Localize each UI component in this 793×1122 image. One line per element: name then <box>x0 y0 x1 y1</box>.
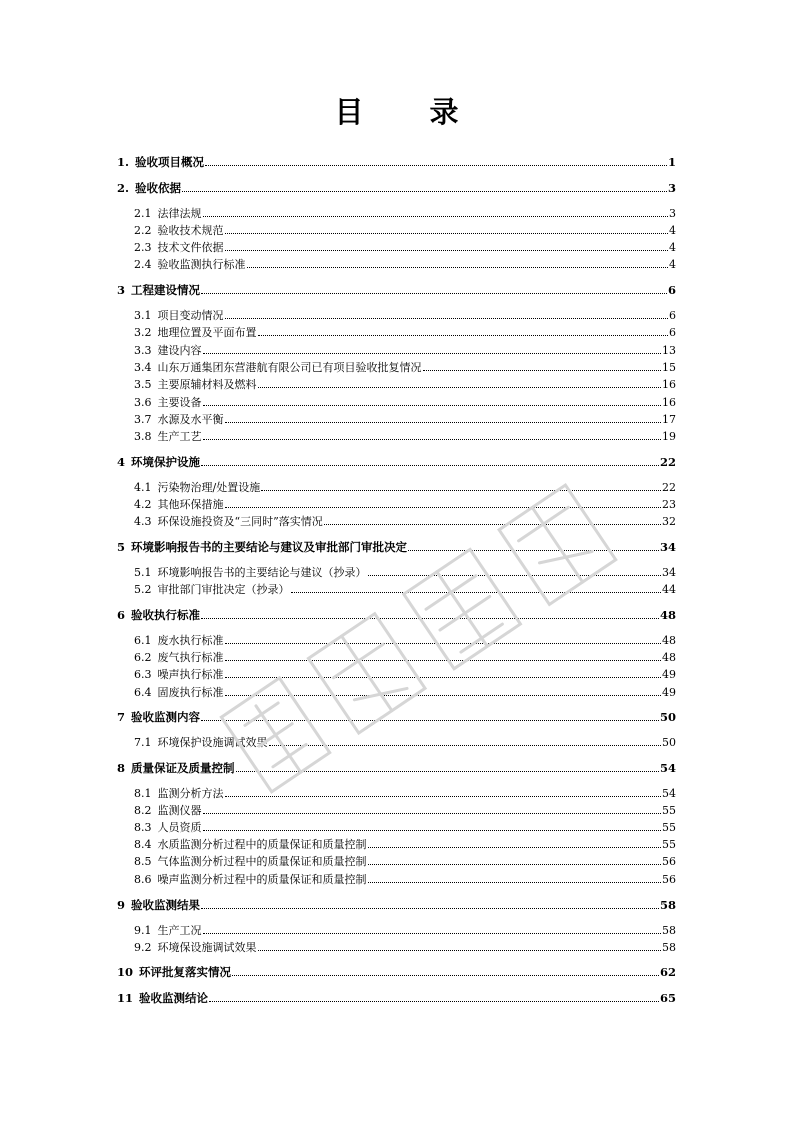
toc-page-number: 56 <box>662 873 676 886</box>
toc-entry-title: 监测仪器 <box>157 804 202 817</box>
toc-section-entry[interactable] <box>117 222 676 236</box>
toc-entry-number: 2.1 <box>134 207 152 220</box>
toc-entry-title: 验收项目概况 <box>135 154 205 169</box>
toc-entry-title: 审批部门审批决定（抄录） <box>157 583 290 596</box>
toc-entry-number: 3.2 <box>134 326 152 339</box>
toc-entry-number: 7.1 <box>134 736 152 749</box>
toc-entry-title: 技术文件依据 <box>157 241 224 254</box>
toc-entry-label <box>134 856 367 867</box>
table-of-contents <box>117 0 676 1122</box>
toc-entry-title: 生产工艺 <box>157 430 202 443</box>
toc-entry-label <box>117 454 201 469</box>
toc-page-number: 4 <box>669 258 676 271</box>
toc-section-entry[interactable] <box>117 564 676 578</box>
toc-entry-label <box>134 397 202 408</box>
toc-entry-title: 废气执行标准 <box>157 651 224 664</box>
toc-dot-leader <box>225 695 662 696</box>
toc-entry-number: 6.2 <box>134 651 152 664</box>
toc-entry-label <box>134 362 422 373</box>
toc-entry-number: 8.6 <box>134 873 152 886</box>
toc-dot-leader <box>368 575 662 576</box>
toc-dot-leader <box>225 677 662 678</box>
toc-dot-leader <box>423 370 662 371</box>
toc-entry-number: 2. <box>117 180 130 195</box>
toc-entry-number: 3.6 <box>134 396 152 409</box>
toc-entry-number: 9 <box>117 897 126 912</box>
toc-entry-number: 6.1 <box>134 634 152 647</box>
toc-dot-leader <box>225 643 662 644</box>
toc-page-number: 3 <box>667 180 676 195</box>
toc-page-number: 58 <box>662 941 676 954</box>
toc-chapter-entry[interactable] <box>117 539 676 553</box>
toc-page-number: 58 <box>662 924 676 937</box>
toc-entry-label <box>134 652 224 663</box>
toc-entry-number: 9.2 <box>134 941 152 954</box>
toc-page-number: 15 <box>662 361 676 374</box>
toc-entry-label <box>134 482 260 493</box>
toc-entry-label <box>134 874 367 885</box>
toc-entry-label <box>134 805 202 816</box>
toc-entry-title: 工程建设情况 <box>131 282 201 297</box>
toc-section-entry[interactable] <box>117 734 676 748</box>
toc-dot-leader <box>261 490 661 491</box>
toc-entry-title: 验收监测内容 <box>131 709 201 724</box>
toc-entry-label <box>134 925 202 936</box>
toc-dot-leader <box>368 864 662 865</box>
toc-chapter-entry[interactable] <box>117 282 676 296</box>
toc-dot-leader <box>182 191 667 192</box>
toc-entry-number: 5.2 <box>134 583 152 596</box>
toc-entry-title: 环境保护设施调试效果 <box>157 736 268 749</box>
toc-page-number: 32 <box>662 515 676 528</box>
toc-page-number: 62 <box>659 964 676 979</box>
toc-page-number: 1 <box>667 154 676 169</box>
toc-entry-title: 废水执行标准 <box>157 634 224 647</box>
toc-entry-title: 噪声执行标准 <box>157 668 224 681</box>
toc-chapter-entry[interactable] <box>117 154 676 168</box>
toc-entry-title: 水质监测分析过程中的质量保证和质量控制 <box>157 838 367 851</box>
toc-entry-title: 验收执行标准 <box>131 607 201 622</box>
toc-entry-title: 监测分析方法 <box>157 787 224 800</box>
toc-entry-number: 3.1 <box>134 309 152 322</box>
toc-entry-label <box>117 897 201 912</box>
toc-section-entry[interactable] <box>117 513 676 527</box>
toc-dot-leader <box>408 550 659 551</box>
toc-section-entry[interactable] <box>117 922 676 936</box>
toc-entry-title: 水源及水平衡 <box>157 413 224 426</box>
toc-entry-title: 法律法规 <box>157 207 202 220</box>
toc-dot-leader <box>203 830 662 831</box>
toc-page-number: 49 <box>662 668 676 681</box>
toc-entry-title: 噪声监测分析过程中的质量保证和质量控制 <box>157 873 367 886</box>
toc-entry-label <box>134 499 224 510</box>
toc-page-number: 49 <box>662 686 676 699</box>
toc-entry-title: 环境保设施调试效果 <box>157 941 257 954</box>
toc-entry-label <box>134 310 224 321</box>
toc-entry-number: 8.4 <box>134 838 152 851</box>
toc-entry-label <box>134 414 224 425</box>
toc-section-entry[interactable] <box>117 428 676 442</box>
toc-entry-title: 环境影响报告书的主要结论与建议及审批部门审批决定 <box>131 539 408 554</box>
toc-chapter-entry[interactable] <box>117 454 676 468</box>
toc-dot-leader <box>201 720 659 721</box>
toc-entry-label <box>134 669 224 680</box>
toc-dot-leader <box>225 233 669 234</box>
toc-entry-label <box>134 431 202 442</box>
toc-section-entry[interactable] <box>117 802 676 816</box>
toc-section-entry[interactable] <box>117 684 676 698</box>
toc-entry-number: 8.2 <box>134 804 152 817</box>
toc-page-number: 13 <box>662 344 676 357</box>
toc-dot-leader <box>258 335 669 336</box>
toc-section-entry[interactable] <box>117 496 676 510</box>
toc-page-number: 48 <box>659 607 676 622</box>
toc-entry-title: 项目变动情况 <box>157 309 224 322</box>
toc-entry-number: 3 <box>117 282 126 297</box>
toc-dot-leader <box>201 293 667 294</box>
toc-page-number: 6 <box>669 326 676 339</box>
toc-section-entry[interactable] <box>117 649 676 663</box>
toc-dot-leader <box>225 507 662 508</box>
toc-dot-leader <box>324 524 661 525</box>
toc-entry-label <box>117 990 209 1005</box>
toc-page-number: 4 <box>669 224 676 237</box>
toc-entry-number: 10 <box>117 964 134 979</box>
toc-dot-leader <box>201 908 659 909</box>
toc-page-number: 50 <box>659 709 676 724</box>
toc-dot-leader <box>258 387 662 388</box>
toc-page-number: 65 <box>659 990 676 1005</box>
toc-entry-number: 6.3 <box>134 668 152 681</box>
toc-section-entry[interactable] <box>117 307 676 321</box>
toc-entry-number: 3.8 <box>134 430 152 443</box>
toc-entry-label <box>117 282 201 297</box>
toc-dot-leader <box>203 216 669 217</box>
toc-dot-leader <box>225 250 669 251</box>
toc-page-number: 48 <box>662 634 676 647</box>
toc-entry-number: 8.3 <box>134 821 152 834</box>
toc-entry-number: 2.4 <box>134 258 152 271</box>
toc-chapter-entry[interactable] <box>117 607 676 621</box>
toc-page-number: 44 <box>662 583 676 596</box>
toc-chapter-entry[interactable] <box>117 709 676 723</box>
toc-entry-title: 验收监测执行标准 <box>157 258 246 271</box>
toc-entry-title: 主要设备 <box>157 396 202 409</box>
toc-entry-title: 山东万通集团东营港航有限公司已有项目验收批复情况 <box>157 361 422 374</box>
toc-entry-number: 1. <box>117 154 130 169</box>
toc-entry-number: 5.1 <box>134 566 152 579</box>
toc-dot-leader <box>269 745 662 746</box>
toc-entry-label <box>134 584 290 595</box>
toc-entry-number: 3.4 <box>134 361 152 374</box>
toc-dot-leader <box>203 405 662 406</box>
toc-entry-number: 4.3 <box>134 515 152 528</box>
toc-page-number: 4 <box>669 241 676 254</box>
toc-entry-label <box>134 259 246 270</box>
toc-section-entry[interactable] <box>117 479 676 493</box>
toc-entry-number: 8 <box>117 760 126 775</box>
toc-entry-title: 其他环保措施 <box>157 498 224 511</box>
toc-dot-leader <box>225 660 662 661</box>
toc-entry-label <box>134 687 224 698</box>
toc-section-entry[interactable] <box>117 324 676 338</box>
toc-page-number: 55 <box>662 804 676 817</box>
toc-page-number: 16 <box>662 396 676 409</box>
toc-entry-label <box>134 839 367 850</box>
toc-page-number: 55 <box>662 821 676 834</box>
toc-entry-title: 人员资质 <box>157 821 202 834</box>
toc-page-number: 34 <box>662 566 676 579</box>
toc-entry-label <box>117 760 235 775</box>
toc-entry-label <box>134 942 257 953</box>
toc-entry-title: 验收监测结论 <box>139 990 209 1005</box>
toc-dot-leader <box>368 882 662 883</box>
toc-dot-leader <box>201 465 659 466</box>
toc-entry-label <box>134 208 202 219</box>
toc-entry-label <box>134 345 202 356</box>
toc-page-number: 22 <box>662 481 676 494</box>
toc-dot-leader <box>225 422 662 423</box>
toc-section-entry[interactable] <box>117 836 676 850</box>
toc-dot-leader <box>258 950 662 951</box>
page-title: 目 录 <box>334 95 487 129</box>
toc-entry-number: 11 <box>117 990 134 1005</box>
toc-dot-leader <box>225 318 669 319</box>
toc-entry-label <box>134 635 224 646</box>
toc-section-entry[interactable] <box>117 666 676 680</box>
toc-entry-title: 质量保证及质量控制 <box>131 760 235 775</box>
toc-entry-label <box>117 154 205 169</box>
toc-page-number: 6 <box>669 309 676 322</box>
toc-dot-leader <box>291 592 662 593</box>
toc-entry-number: 3.7 <box>134 413 152 426</box>
toc-entry-label <box>134 327 257 338</box>
toc-entry-number: 6 <box>117 607 126 622</box>
toc-section-entry[interactable] <box>117 239 676 253</box>
toc-dot-leader <box>209 1001 659 1002</box>
toc-section-entry[interactable] <box>117 785 676 799</box>
toc-chapter-entry[interactable] <box>117 964 676 978</box>
toc-entry-title: 环境影响报告书的主要结论与建议（抄录） <box>157 566 367 579</box>
toc-entry-label <box>117 709 201 724</box>
toc-page-number: 3 <box>669 207 676 220</box>
toc-entry-label <box>134 516 323 527</box>
toc-entry-number: 8.1 <box>134 787 152 800</box>
toc-entry-title: 气体监测分析过程中的质量保证和质量控制 <box>157 855 367 868</box>
toc-section-entry[interactable] <box>117 819 676 833</box>
toc-entry-number: 9.1 <box>134 924 152 937</box>
toc-entry-title: 建设内容 <box>157 344 202 357</box>
toc-entry-title: 生产工况 <box>157 924 202 937</box>
toc-entry-label <box>134 737 268 748</box>
toc-dot-leader <box>203 353 662 354</box>
toc-page-number: 17 <box>662 413 676 426</box>
toc-section-entry[interactable] <box>117 376 676 390</box>
toc-entry-label <box>117 539 408 554</box>
toc-section-entry[interactable] <box>117 342 676 356</box>
toc-entry-number: 7 <box>117 709 126 724</box>
toc-entry-title: 环境保护设施 <box>131 454 201 469</box>
toc-dot-leader <box>232 975 659 976</box>
toc-section-entry[interactable] <box>117 394 676 408</box>
toc-page-number: 50 <box>662 736 676 749</box>
toc-dot-leader <box>225 796 662 797</box>
toc-dot-leader <box>236 771 659 772</box>
toc-page-number: 34 <box>659 539 676 554</box>
toc-dot-leader <box>201 618 659 619</box>
toc-section-entry[interactable] <box>117 205 676 219</box>
toc-entry-title: 验收依据 <box>135 180 182 195</box>
toc-section-entry[interactable] <box>117 853 676 867</box>
toc-dot-leader <box>368 847 662 848</box>
toc-entry-label <box>117 607 201 622</box>
toc-entry-title: 固废执行标准 <box>157 686 224 699</box>
toc-entry-number: 4 <box>117 454 126 469</box>
toc-section-entry[interactable] <box>117 256 676 270</box>
toc-entry-label <box>134 379 257 390</box>
toc-entry-title: 地理位置及平面布置 <box>157 326 257 339</box>
toc-entry-number: 4.1 <box>134 481 152 494</box>
toc-chapter-entry[interactable] <box>117 897 676 911</box>
toc-page-number: 54 <box>662 787 676 800</box>
toc-dot-leader <box>203 813 662 814</box>
toc-page-number: 55 <box>662 838 676 851</box>
toc-entry-title: 污染物治理/处置设施 <box>157 481 261 494</box>
toc-entry-label <box>117 180 182 195</box>
toc-entry-label <box>134 567 367 578</box>
toc-chapter-entry[interactable] <box>117 760 676 774</box>
toc-entry-number: 2.3 <box>134 241 152 254</box>
toc-page-number: 54 <box>659 760 676 775</box>
toc-page-number: 56 <box>662 855 676 868</box>
toc-dot-leader <box>205 165 667 166</box>
toc-entry-title: 环保设施投资及“三同时”落实情况 <box>157 515 323 528</box>
toc-entry-title: 验收监测结果 <box>131 897 201 912</box>
toc-page-number: 48 <box>662 651 676 664</box>
toc-entry-label <box>134 822 202 833</box>
toc-dot-leader <box>203 439 662 440</box>
toc-entry-label <box>134 788 224 799</box>
toc-chapter-entry[interactable] <box>117 180 676 194</box>
toc-section-entry[interactable] <box>117 359 676 373</box>
toc-section-entry[interactable] <box>117 632 676 646</box>
toc-entry-number: 6.4 <box>134 686 152 699</box>
toc-entry-label <box>134 225 224 236</box>
toc-entry-number: 2.2 <box>134 224 152 237</box>
toc-dot-leader <box>203 933 662 934</box>
toc-section-entry[interactable] <box>117 871 676 885</box>
toc-page-number: 22 <box>659 454 676 469</box>
toc-section-entry[interactable] <box>117 581 676 595</box>
toc-page-number: 58 <box>659 897 676 912</box>
toc-entry-number: 5 <box>117 539 126 554</box>
toc-entry-title: 环评批复落实情况 <box>139 964 232 979</box>
toc-section-entry[interactable] <box>117 939 676 953</box>
toc-entry-title: 主要原辅材料及燃料 <box>157 378 257 391</box>
toc-entry-number: 3.5 <box>134 378 152 391</box>
toc-entry-number: 4.2 <box>134 498 152 511</box>
toc-entry-label <box>134 242 224 253</box>
toc-entry-label <box>117 964 232 979</box>
toc-entry-number: 8.5 <box>134 855 152 868</box>
toc-page-number: 23 <box>662 498 676 511</box>
toc-entry-number: 3.3 <box>134 344 152 357</box>
toc-chapter-entry[interactable] <box>117 990 676 1004</box>
toc-page-number: 6 <box>667 282 676 297</box>
toc-page-number: 19 <box>662 430 676 443</box>
toc-section-entry[interactable] <box>117 411 676 425</box>
toc-page-number: 16 <box>662 378 676 391</box>
toc-dot-leader <box>247 267 669 268</box>
toc-entry-title: 验收技术规范 <box>157 224 224 237</box>
